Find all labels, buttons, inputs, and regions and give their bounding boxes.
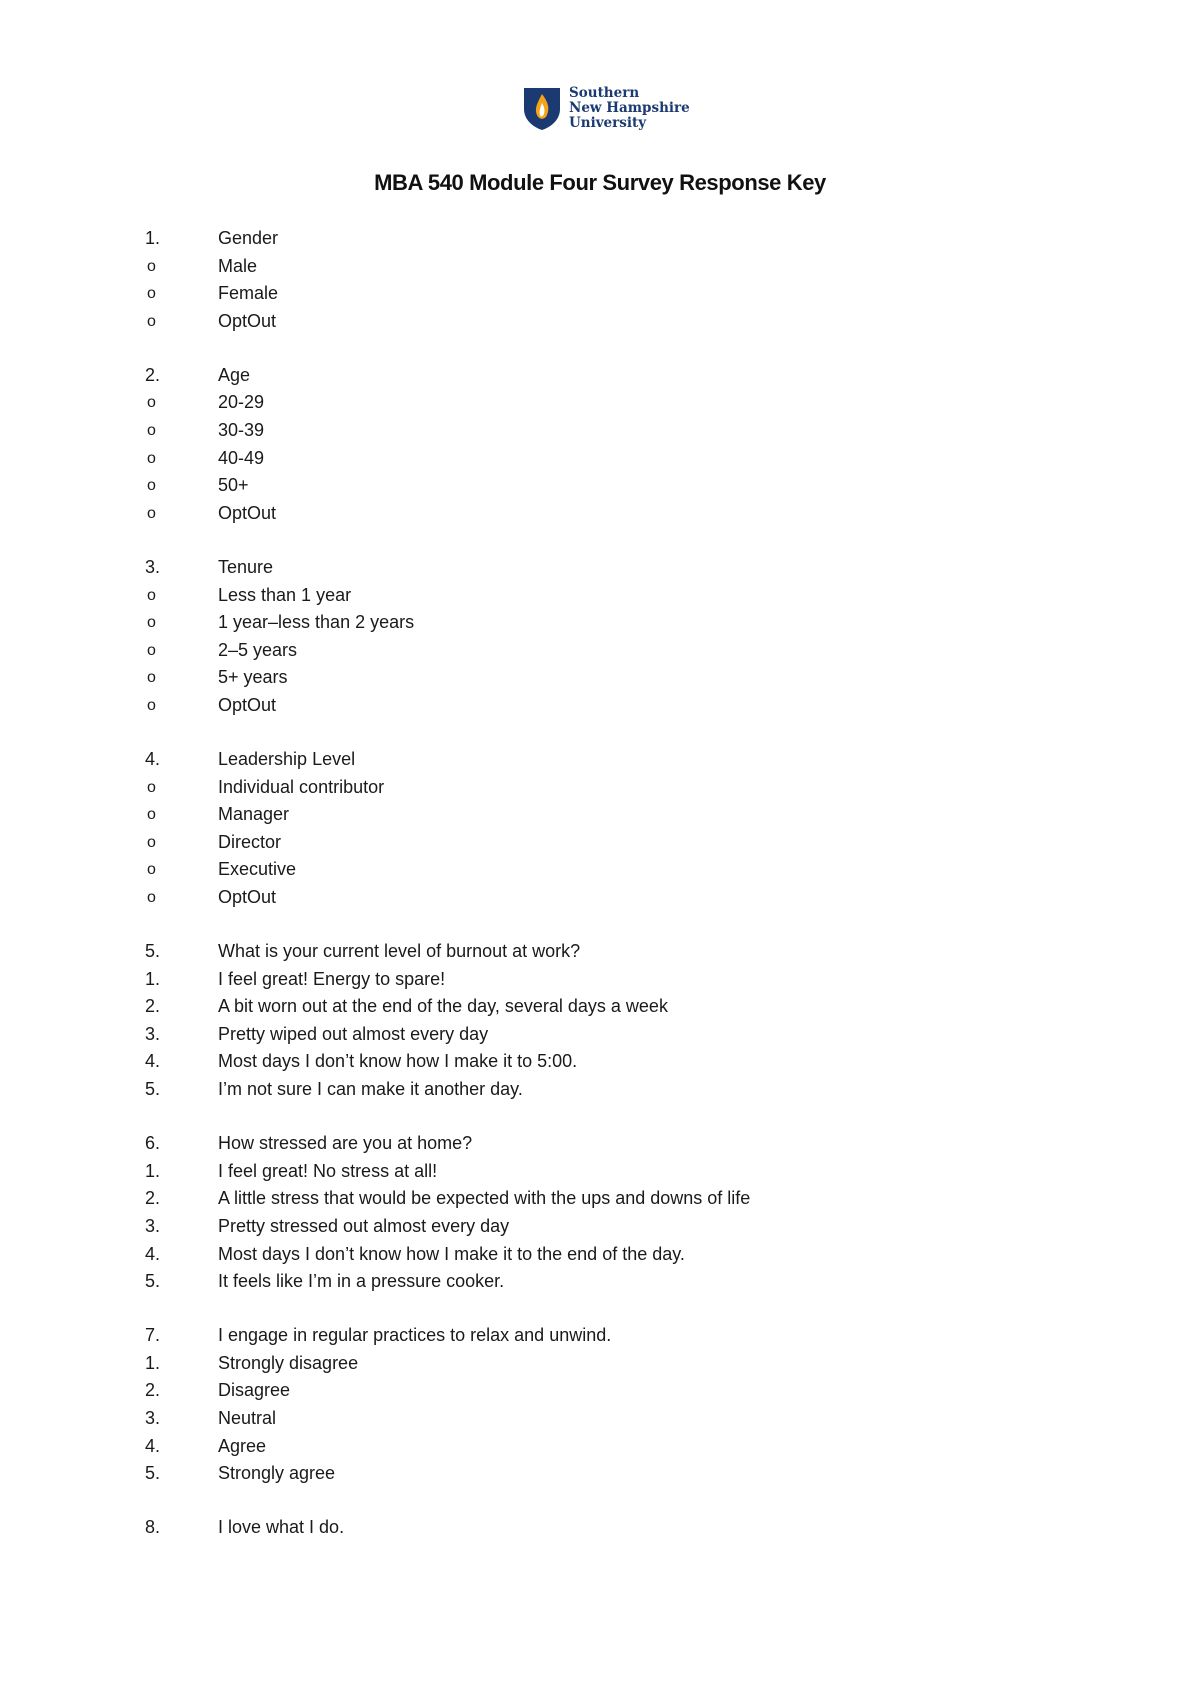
option-bullet: o	[147, 669, 156, 687]
answer-option	[145, 774, 1105, 802]
survey-question	[145, 1130, 1105, 1296]
question-number: 7.	[145, 1325, 161, 1346]
option-bullet: o	[147, 422, 156, 440]
option-bullet: o	[147, 696, 156, 714]
option-text: 30-39	[218, 420, 265, 441]
question-text: What is your current level of burnout at work?	[218, 941, 581, 962]
logo-line-1: Southern	[569, 85, 640, 101]
option-text: Individual contributor	[218, 776, 385, 797]
option-text: Director	[218, 831, 282, 852]
snhu-logo-wordmark	[569, 86, 690, 131]
option-bullet: o	[147, 614, 156, 632]
option-text: 1 year–less than 2 years	[218, 612, 415, 633]
option-bullet: o	[147, 586, 156, 604]
option-text: OptOut	[218, 694, 277, 715]
survey-question	[145, 746, 1105, 912]
option-text: Male	[218, 255, 258, 276]
option-bullet: o	[147, 861, 156, 879]
answer-option	[145, 829, 1105, 857]
survey-question	[145, 1514, 1105, 1542]
answer-option	[145, 993, 1105, 1021]
answer-option	[145, 1185, 1105, 1213]
answer-option	[145, 472, 1105, 500]
option-text: It feels like I’m in a pressure cooker.	[218, 1271, 505, 1292]
option-bullet: o	[147, 888, 156, 906]
option-text: I feel great! No stress at all!	[218, 1160, 438, 1181]
snhu-logo	[523, 86, 690, 131]
question-heading	[145, 1130, 1105, 1158]
answer-option	[145, 1021, 1105, 1049]
answer-option	[145, 1213, 1105, 1241]
question-heading	[145, 554, 1105, 582]
option-number: 4.	[145, 1435, 161, 1456]
option-bullet: o	[147, 641, 156, 659]
option-text: 20-29	[218, 392, 265, 413]
option-number: 2.	[145, 1380, 161, 1401]
option-text: OptOut	[218, 310, 277, 331]
option-number: 3.	[145, 1215, 161, 1236]
option-text: Manager	[218, 804, 290, 825]
option-text: I’m not sure I can make it another day.	[218, 1079, 523, 1100]
option-bullet: o	[147, 285, 156, 303]
option-number: 4.	[145, 1051, 161, 1072]
answer-option	[145, 801, 1105, 829]
option-bullet: o	[147, 312, 156, 330]
option-bullet: o	[147, 778, 156, 796]
survey-question	[145, 362, 1105, 528]
snhu-shield-flame-icon	[523, 87, 561, 131]
option-number: 3.	[145, 1023, 161, 1044]
logo-line-2: New Hampshire	[569, 100, 690, 116]
answer-option	[145, 417, 1105, 445]
answer-option	[145, 500, 1105, 528]
answer-option	[145, 637, 1105, 665]
answer-option	[145, 1268, 1105, 1296]
option-bullet: o	[147, 504, 156, 522]
option-text: Executive	[218, 859, 297, 880]
option-number: 5.	[145, 1463, 161, 1484]
option-text: Pretty stressed out almost every day	[218, 1215, 510, 1236]
option-text: Agree	[218, 1435, 267, 1456]
question-heading	[145, 938, 1105, 966]
option-bullet: o	[147, 833, 156, 851]
option-text: OptOut	[218, 886, 277, 907]
question-heading	[145, 1322, 1105, 1350]
option-bullet: o	[147, 257, 156, 275]
survey-question	[145, 938, 1105, 1104]
option-number: 5.	[145, 1079, 161, 1100]
option-number: 5.	[145, 1271, 161, 1292]
option-number: 1.	[145, 968, 161, 989]
answer-option	[145, 1460, 1105, 1488]
answer-option	[145, 253, 1105, 281]
question-number: 1.	[145, 228, 161, 248]
option-bullet: o	[147, 394, 156, 412]
option-number: 2.	[145, 1188, 161, 1209]
option-text: Strongly disagree	[218, 1352, 359, 1373]
option-number: 4.	[145, 1243, 161, 1264]
option-text: Female	[218, 283, 279, 304]
answer-option	[145, 582, 1105, 610]
answer-option	[145, 1241, 1105, 1269]
question-heading	[145, 225, 1105, 253]
answer-option	[145, 389, 1105, 417]
option-text: Strongly agree	[218, 1463, 336, 1484]
option-text: Less than 1 year	[218, 584, 352, 605]
question-heading	[145, 362, 1105, 390]
question-number: 5.	[145, 941, 161, 962]
option-text: 5+ years	[218, 667, 288, 688]
answer-option	[145, 609, 1105, 637]
answer-option	[145, 664, 1105, 692]
question-number: 3.	[145, 556, 161, 577]
option-text: I feel great! Energy to spare!	[218, 968, 446, 989]
answer-option	[145, 1158, 1105, 1186]
option-text: Neutral	[218, 1407, 277, 1428]
question-text: Leadership Level	[218, 749, 356, 769]
answer-option	[145, 1076, 1105, 1104]
answer-option	[145, 966, 1105, 994]
answer-option	[145, 1377, 1105, 1405]
question-text: How stressed are you at home?	[218, 1133, 473, 1154]
option-bullet: o	[147, 806, 156, 824]
answer-option	[145, 280, 1105, 308]
survey-question	[145, 554, 1105, 720]
question-text: I love what I do.	[218, 1517, 345, 1538]
question-number: 4.	[145, 749, 161, 769]
option-number: 2.	[145, 996, 161, 1017]
option-text: 50+	[218, 475, 249, 496]
option-text: Pretty wiped out almost every day	[218, 1023, 489, 1044]
question-text: Gender	[218, 228, 279, 248]
question-number: 6.	[145, 1133, 161, 1154]
answer-option	[145, 884, 1105, 912]
question-number: 8.	[145, 1517, 161, 1538]
answer-option	[145, 1433, 1105, 1461]
option-number: 1.	[145, 1160, 161, 1181]
answer-option	[145, 856, 1105, 884]
logo-line-3: University	[569, 115, 647, 131]
answer-option	[145, 1350, 1105, 1378]
answer-option	[145, 1048, 1105, 1076]
option-text: Most days I don’t know how I make it to the end of the day.	[218, 1243, 685, 1264]
option-bullet: o	[147, 477, 156, 495]
option-text: Disagree	[218, 1380, 291, 1401]
question-text: I engage in regular practices to relax and unwind.	[218, 1325, 612, 1346]
answer-option	[145, 308, 1105, 336]
option-text: OptOut	[218, 502, 277, 523]
answer-option	[145, 445, 1105, 473]
answer-option	[145, 1405, 1105, 1433]
option-text: Most days I don’t know how I make it to 5:00.	[218, 1051, 578, 1072]
question-heading	[145, 1514, 1105, 1542]
option-bullet: o	[147, 449, 156, 467]
option-text: 2–5 years	[218, 639, 298, 660]
question-text: Tenure	[218, 556, 274, 577]
option-number: 1.	[145, 1352, 161, 1373]
option-number: 3.	[145, 1407, 161, 1428]
question-number: 2.	[145, 364, 161, 385]
document-title: MBA 540 Module Four Survey Response Key	[374, 170, 826, 195]
survey-question	[145, 225, 1105, 335]
option-text: A bit worn out at the end of the day, several days a week	[218, 996, 668, 1017]
question-heading	[145, 746, 1105, 774]
question-text: Age	[218, 364, 251, 385]
survey-question	[145, 1322, 1105, 1488]
answer-option	[145, 692, 1105, 720]
option-text: A little stress that would be expected with the ups and downs of life	[218, 1188, 751, 1209]
option-text: 40-49	[218, 447, 265, 468]
survey-question-list	[145, 225, 1105, 1568]
